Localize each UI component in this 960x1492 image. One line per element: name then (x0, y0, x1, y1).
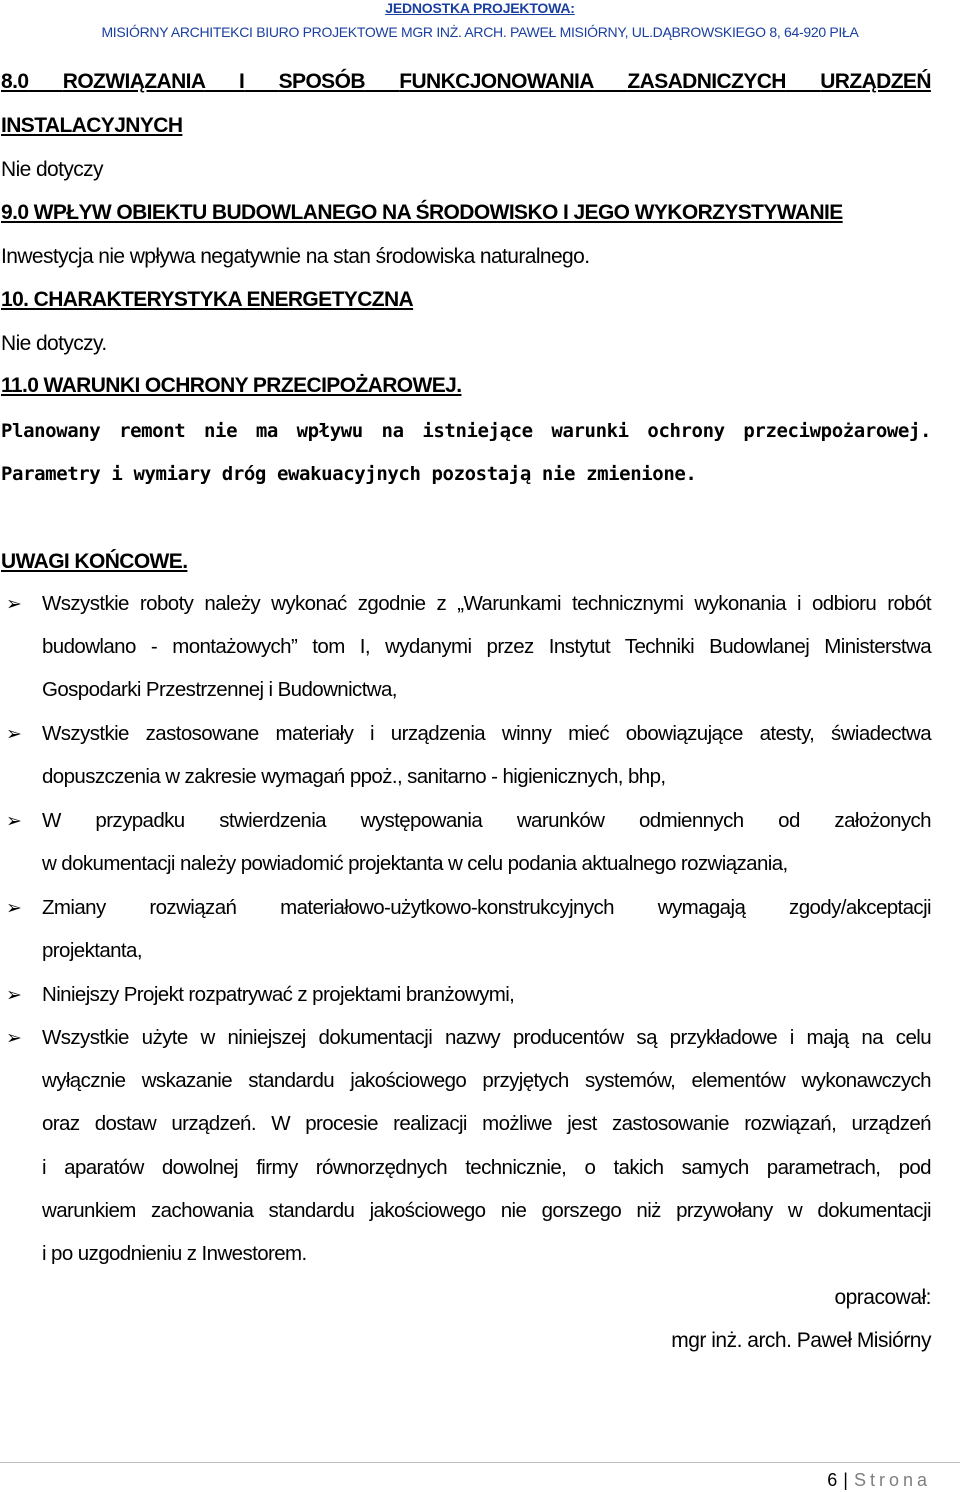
note-2-line-2: dopuszczenia w zakresie wymagań ppoż., sanitarno - higienicznych, bhp, (42, 765, 666, 788)
note-1-line-1: Wszystkie roboty należy wykonać zgodnie z „Warunkami technicznymi wykonania i odbioru robót (42, 592, 931, 615)
note-6-line-6: i po uzgodnieniu z Inwestorem. (42, 1242, 307, 1265)
section-11-text-line2: Parametry i wymiary dróg ewakuacyjnych pozostają nie zmienione. (1, 463, 697, 485)
signature-name: mgr inż. arch. Paweł Misiórny (671, 1329, 931, 1352)
note-6-line-5: warunkiem zachowania standardu jakościowego nie gorszego niż przywołany w dokumentacji (42, 1199, 931, 1222)
bullet-arrow-icon: ➢ (6, 897, 22, 919)
bullet-arrow-icon: ➢ (6, 810, 22, 832)
note-6-line-1: Wszystkie użyte w niniejszej dokumentacji nazwy producentów są przykładowe i mają na celu (42, 1026, 931, 1049)
footer-divider (0, 1462, 960, 1463)
header-title: JEDNOSTKA PROJEKTOWA: (385, 0, 575, 16)
section-11-heading: 11.0 WARUNKI OCHRONY PRZECIPOŻAROWEJ. (1, 374, 462, 397)
page-footer (827, 1470, 931, 1491)
footer-separator: | (843, 1470, 848, 1490)
section-8-heading-line2: INSTALACYJNYCH (1, 114, 183, 137)
header-subtitle: MISIÓRNY ARCHITEKCI BIURO PROJEKTOWE MGR INŻ. ARCH. PAWEŁ MISIÓRNY, UL.DĄBROWSKIEGO 8, 64-920 PIŁA (101, 24, 859, 40)
page-number: 6 (827, 1470, 838, 1490)
bullet-arrow-icon: ➢ (6, 723, 22, 745)
note-6-line-3: oraz dostaw urządzeń. W procesie realizacji możliwe jest zastosowanie rozwiązań, urządzeń (42, 1112, 931, 1135)
page-word: Strona (853, 1470, 931, 1490)
section-9-heading: 9.0 WPŁYW OBIEKTU BUDOWLANEGO NA ŚRODOWISKO I JEGO WYKORZYSTYWANIE (1, 201, 843, 224)
signature-label: opracował: (834, 1286, 931, 1309)
note-4-line-2: projektanta, (42, 939, 142, 962)
section-8-text: Nie dotyczy (1, 158, 103, 181)
section-10-heading: 10. CHARAKTERYSTYKA ENERGETYCZNA (1, 288, 414, 311)
note-3-line-2: w dokumentacji należy powiadomić projektanta w celu podania aktualnego rozwiązania, (42, 852, 788, 875)
section-9-text: Inwestycja nie wpływa negatywnie na stan środowiska naturalnego. (1, 245, 590, 268)
note-1-line-3: Gospodarki Przestrzennej i Budownictwa, (42, 678, 397, 701)
note-5-line-1: Niniejszy Projekt rozpatrywać z projektami branżowymi, (42, 983, 515, 1006)
note-6-line-2: wyłącznie wskazanie standardu jakościowego przyjętych systemów, elementów wykonawczych (42, 1069, 931, 1092)
note-6-line-4: i aparatów dowolnej firmy równorzędnych technicznie, o takich samych parametrach, pod (42, 1156, 931, 1179)
note-1-line-2: budowlano - montażowych” tom I, wydanymi przez Instytut Techniki Budowlanej Ministerstwa (42, 635, 931, 658)
section-8-heading-line1: 8.0 ROZWIĄZANIA I SPOSÓB FUNKCJONOWANIA ZASADNICZYCH URZĄDZEŃ (1, 70, 931, 93)
note-2-line-1: Wszystkie zastosowane materiały i urządzenia winny mieć obowiązujące atesty, świadectwa (42, 722, 931, 745)
bullet-arrow-icon: ➢ (6, 593, 22, 615)
section-11-text-line1: Planowany remont nie ma wpływu na istniejące warunki ochrony przeciwpożarowej. (1, 420, 932, 442)
bullet-arrow-icon: ➢ (6, 984, 22, 1006)
notes-heading: UWAGI KOŃCOWE. (1, 550, 188, 573)
note-4-line-1: Zmiany rozwiązań materiałowo-użytkowo-konstrukcyjnych wymagają zgody/akceptacji (42, 896, 931, 919)
section-10-text: Nie dotyczy. (1, 332, 107, 355)
note-3-line-1: W przypadku stwierdzenia występowania warunków odmiennych od założonych (42, 809, 931, 832)
bullet-arrow-icon: ➢ (6, 1027, 22, 1049)
